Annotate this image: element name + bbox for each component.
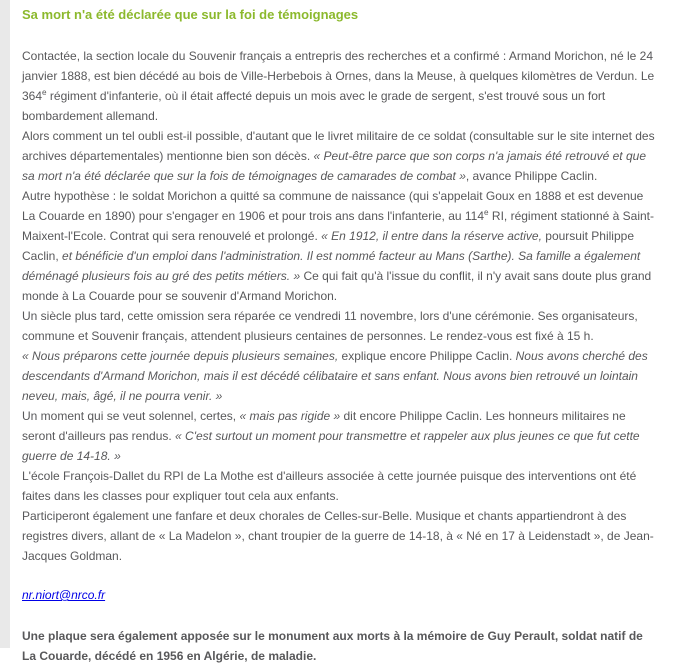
- text-segment: , avance Philippe Caclin.: [465, 169, 598, 183]
- text-segment: Nous avons cherché des descendants d'Armand Morichon, mais il est décédé célibataire et sans enfant. Nous avons bien retrouvé un lointain neveu, mais, âgé, il ne pourra venir. »: [22, 349, 648, 403]
- paragraph: [22, 46, 660, 126]
- text-segment: régiment d'infanterie, où il était affecté depuis un mois avec le grade de sergent, s'est trouvé sous un fort bombardement allemand.: [22, 89, 606, 123]
- text-segment: RI, régiment stationné à Saint-Maixent-l'Ecole. Contrat qui sera renouvelé et prolongé.: [22, 209, 654, 243]
- paragraph: [22, 186, 660, 306]
- paragraph: [22, 346, 660, 406]
- text-segment: Participeront également une fanfare et deux chorales de Celles-sur-Belle. Musique et chants appartiendront à des registres divers, allant de « La Madelon », chant troupier de la guerre de 14-18, à « Né en 17 à Leidenstadt », de Jean-Jacques Goldman.: [22, 509, 654, 563]
- text-segment: Un siècle plus tard, cette omission sera réparée ce vendredi 11 novembre, lors d'une cérémonie. Ses organisateurs, commune et Souvenir français, attendent plusieurs centaines de personnes. Le rendez-vous est fixé à 15 h.: [22, 309, 638, 343]
- text-segment: Ce qui fait qu'à l'issue du conflit, il n'y avait sans doute plus grand monde à La Couarde pour se souvenir d'Armand Morichon.: [22, 269, 652, 303]
- paragraph: [22, 306, 660, 346]
- article-body: [22, 46, 660, 566]
- article: [22, 7, 660, 666]
- text-segment: poursuit Philippe Caclin,: [22, 229, 634, 263]
- paragraph: [22, 126, 660, 186]
- paragraph: [22, 506, 660, 566]
- text-segment: Alors comment un tel oubli est-il possible, d'autant que le livret militaire de ce soldat (consultable sur le site internet des archives départementales) mentionne bien son décès.: [22, 129, 655, 163]
- text-segment: « En 1912, il entre dans la réserve active,: [321, 229, 546, 243]
- article-title: Sa mort n'a été déclarée que sur la foi de témoignages: [22, 7, 359, 22]
- text-segment: Contactée, la section locale du Souvenir français a entrepris des recherches et a confirmé : Armand Morichon, né le 24 janvier 1888, est bien décédé au bois de Ville-Herbebois à Ornes, dans la Meuse, à quelques kilomètres de Verdun. Le 364: [22, 49, 655, 103]
- text-segment: « Nous préparons cette journée depuis plusieurs semaines,: [22, 349, 342, 363]
- text-segment: L'école François-Dallet du RPI de La Mothe est d'ailleurs associée à cette journée puisque des interventions ont été faites dans les classes pour expliquer tout cela aux enfants.: [22, 469, 637, 503]
- paragraph: [22, 406, 660, 466]
- text-segment: explique encore Philippe Caclin.: [341, 349, 516, 363]
- paragraph: [22, 466, 660, 506]
- left-gutter: [0, 0, 10, 648]
- text-segment: Un moment qui se veut solennel, certes,: [22, 409, 240, 423]
- text-segment: « mais pas rigide »: [239, 409, 341, 423]
- text-segment: e: [484, 208, 489, 217]
- text-segment: « C'est surtout un moment pour transmettre et rappeler aux plus jeunes ce que fut cette guerre de 14-18. »: [22, 429, 640, 463]
- text-segment: et bénéficie d'un emploi dans l'administration. Il est nommé facteur au Mans (Sarthe). Sa famille a également déménagé plusieurs fois au gré des petits métiers. »: [22, 249, 641, 283]
- email-line: [22, 585, 660, 605]
- text-segment: Autre hypothèse : le soldat Morichon a quitté sa commune de naissance (qui s'appelait Goux en 1888 et est devenue La Couarde en 1890) pour s'engager en 1906 et pour trois ans dans l'infanterie, au 114: [22, 189, 644, 223]
- footer-note: Une plaque sera également apposée sur le monument aux morts à la mémoire de Guy Perault, soldat natif de La Couarde, décédé en 1956 en Algérie, de maladie.: [22, 629, 643, 663]
- text-segment: « Peut-être parce que son corps n'a jamais été retrouvé et que sa mort n'a été déclarée que sur la fois de témoignages de camarades de combat »: [22, 149, 646, 183]
- text-segment: e: [42, 88, 47, 97]
- email-link[interactable]: nr.niort@nrco.fr: [22, 588, 106, 602]
- text-segment: dit encore Philippe Caclin. Les honneurs militaires ne seront d'ailleurs pas rendus.: [22, 409, 626, 443]
